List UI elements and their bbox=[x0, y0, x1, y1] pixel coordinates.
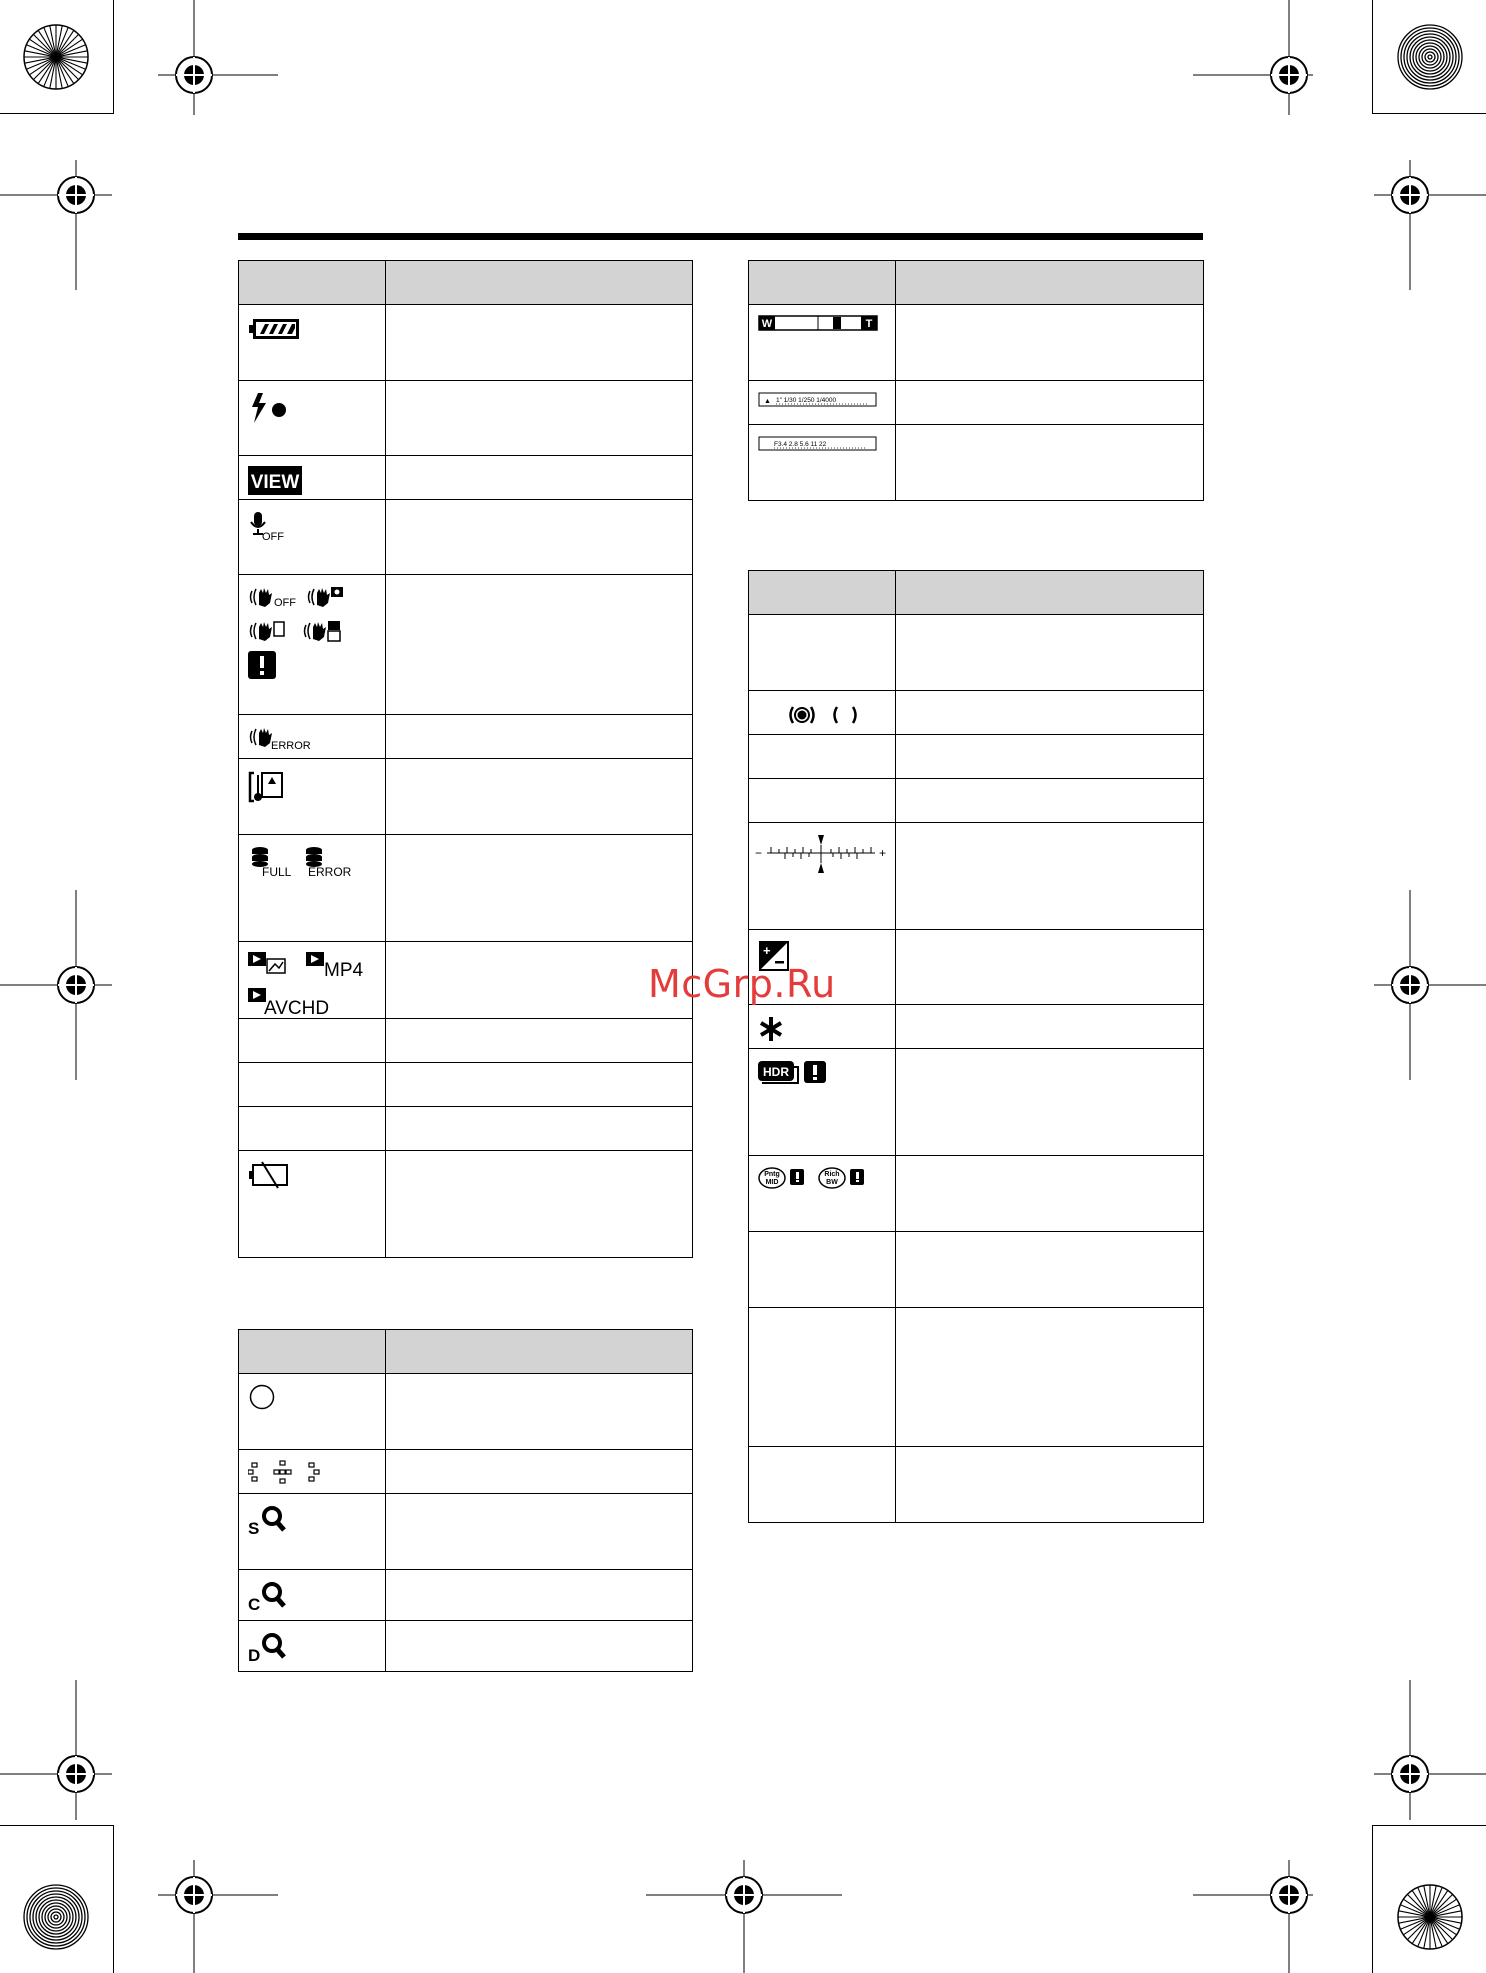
svg-text:−: − bbox=[755, 846, 763, 860]
registration-mark bbox=[1193, 1860, 1313, 1973]
table-header-description bbox=[386, 1330, 693, 1374]
svg-text:1" 1/30 1/250 1/4000: 1" 1/30 1/250 1/4000 bbox=[776, 397, 837, 404]
table-header-icon bbox=[749, 261, 896, 305]
svg-text:HDR: HDR bbox=[763, 1065, 789, 1079]
table-header-description bbox=[386, 261, 693, 305]
zoom-bar-icon bbox=[758, 315, 878, 333]
registration-mark bbox=[0, 160, 115, 290]
ae-lock-icon bbox=[758, 1015, 788, 1043]
svg-text:BW: BW bbox=[826, 1179, 838, 1186]
smart-zoom-icon bbox=[248, 1504, 298, 1538]
clear-image-zoom-icon bbox=[248, 1580, 298, 1614]
table-row bbox=[239, 1019, 693, 1063]
table-row bbox=[749, 1447, 1204, 1523]
table-row bbox=[749, 1005, 1204, 1049]
svg-text:D: D bbox=[248, 1646, 261, 1665]
exposure-scale-icon bbox=[755, 833, 889, 883]
svg-text:W: W bbox=[761, 318, 773, 330]
table-row bbox=[749, 1156, 1204, 1232]
registration-mark bbox=[1371, 890, 1486, 1080]
registration-mark bbox=[0, 890, 115, 1080]
table-row bbox=[239, 1450, 693, 1494]
table-row bbox=[749, 1308, 1204, 1447]
table-row bbox=[239, 1374, 693, 1450]
svg-text:+: + bbox=[879, 846, 887, 860]
svg-text:OFF: OFF bbox=[262, 531, 284, 543]
svg-text:C: C bbox=[248, 1595, 261, 1614]
overheating-icon bbox=[248, 1161, 292, 1191]
table-row bbox=[239, 575, 693, 715]
table-header-icon bbox=[239, 1330, 386, 1374]
svg-text:Rich: Rich bbox=[824, 1171, 840, 1178]
table-row bbox=[239, 381, 693, 456]
registration-mark bbox=[1371, 1680, 1486, 1820]
table-header-description bbox=[896, 261, 1204, 305]
view-mode-icon bbox=[248, 466, 304, 496]
table-row bbox=[749, 735, 1204, 779]
indicator-table-3 bbox=[748, 260, 1204, 501]
registration-mark bbox=[1371, 160, 1486, 290]
table-row bbox=[749, 381, 1204, 425]
table-row bbox=[239, 1151, 693, 1258]
hdr-warning-icon bbox=[758, 1059, 838, 1089]
registration-mark bbox=[158, 1860, 278, 1973]
table-row bbox=[239, 1107, 693, 1151]
table-header-icon bbox=[239, 261, 386, 305]
table-row bbox=[749, 615, 1204, 691]
indicator-table-2 bbox=[238, 1329, 693, 1672]
svg-text:F3.4 2.8 5.6 11 22: F3.4 2.8 5.6 11 22 bbox=[774, 441, 827, 448]
table-row bbox=[749, 305, 1204, 381]
svg-text:MP4: MP4 bbox=[324, 960, 364, 981]
svg-text:FULL: FULL bbox=[262, 865, 292, 879]
table-row bbox=[239, 305, 693, 381]
mic-off-icon bbox=[248, 510, 288, 544]
table-row bbox=[749, 425, 1204, 501]
registration-mark bbox=[0, 1680, 115, 1820]
memory-full-error-icon bbox=[248, 845, 358, 879]
starburst-disc bbox=[23, 24, 89, 90]
table-header-icon bbox=[749, 571, 896, 615]
svg-text:S: S bbox=[248, 1519, 260, 1538]
table-row bbox=[239, 1494, 693, 1570]
digital-zoom-icon bbox=[248, 1631, 298, 1665]
table-row bbox=[239, 942, 693, 1019]
table-row bbox=[239, 835, 693, 942]
aperture-scale-icon bbox=[758, 435, 878, 453]
indicator-table-4 bbox=[748, 570, 1204, 1523]
concentric-disc bbox=[1397, 24, 1463, 90]
focus-area-icon bbox=[248, 1460, 324, 1486]
table-row bbox=[749, 1049, 1204, 1156]
card-slot-icon bbox=[248, 769, 288, 805]
indicator-table-1 bbox=[238, 260, 693, 1258]
table-row bbox=[239, 500, 693, 575]
battery-icon bbox=[248, 315, 302, 343]
playback-folder-icons bbox=[248, 952, 368, 1018]
svg-text:▲: ▲ bbox=[764, 398, 771, 405]
table-row bbox=[239, 1063, 693, 1107]
svg-text:+: + bbox=[763, 943, 771, 958]
table-header-description bbox=[896, 571, 1204, 615]
svg-text:OFF: OFF bbox=[274, 597, 296, 609]
watermark: McGrp.Ru bbox=[648, 962, 836, 1006]
registration-mark bbox=[158, 40, 278, 110]
concentric-disc bbox=[23, 1884, 89, 1950]
table-row bbox=[239, 1621, 693, 1672]
steadyshot-error-icon bbox=[248, 725, 318, 751]
svg-text:AVCHD: AVCHD bbox=[264, 998, 330, 1018]
steadyshot-icons bbox=[248, 585, 358, 685]
flash-charging-icon bbox=[248, 391, 292, 425]
table-row bbox=[749, 691, 1204, 735]
table-row bbox=[749, 823, 1204, 930]
svg-text:T: T bbox=[865, 318, 873, 330]
header-rule bbox=[238, 233, 1203, 240]
svg-text:VIEW: VIEW bbox=[250, 472, 300, 493]
table-row bbox=[239, 456, 693, 500]
svg-text:ERROR: ERROR bbox=[271, 740, 311, 751]
registration-mark bbox=[1193, 40, 1313, 110]
af-area-icon bbox=[248, 1384, 278, 1414]
svg-text:MID: MID bbox=[765, 1179, 779, 1186]
table-row bbox=[239, 1570, 693, 1621]
table-row bbox=[239, 759, 693, 835]
table-row bbox=[749, 1232, 1204, 1308]
picture-effect-warning-icon bbox=[758, 1166, 878, 1194]
table-row bbox=[239, 715, 693, 759]
shutter-speed-scale-icon bbox=[758, 391, 878, 409]
svg-text:ERROR: ERROR bbox=[308, 865, 352, 879]
starburst-disc bbox=[1397, 1884, 1463, 1950]
focus-indicator-icon bbox=[787, 701, 867, 729]
table-row bbox=[749, 779, 1204, 823]
svg-text:Pntg: Pntg bbox=[764, 1171, 780, 1178]
registration-mark bbox=[646, 1860, 842, 1973]
